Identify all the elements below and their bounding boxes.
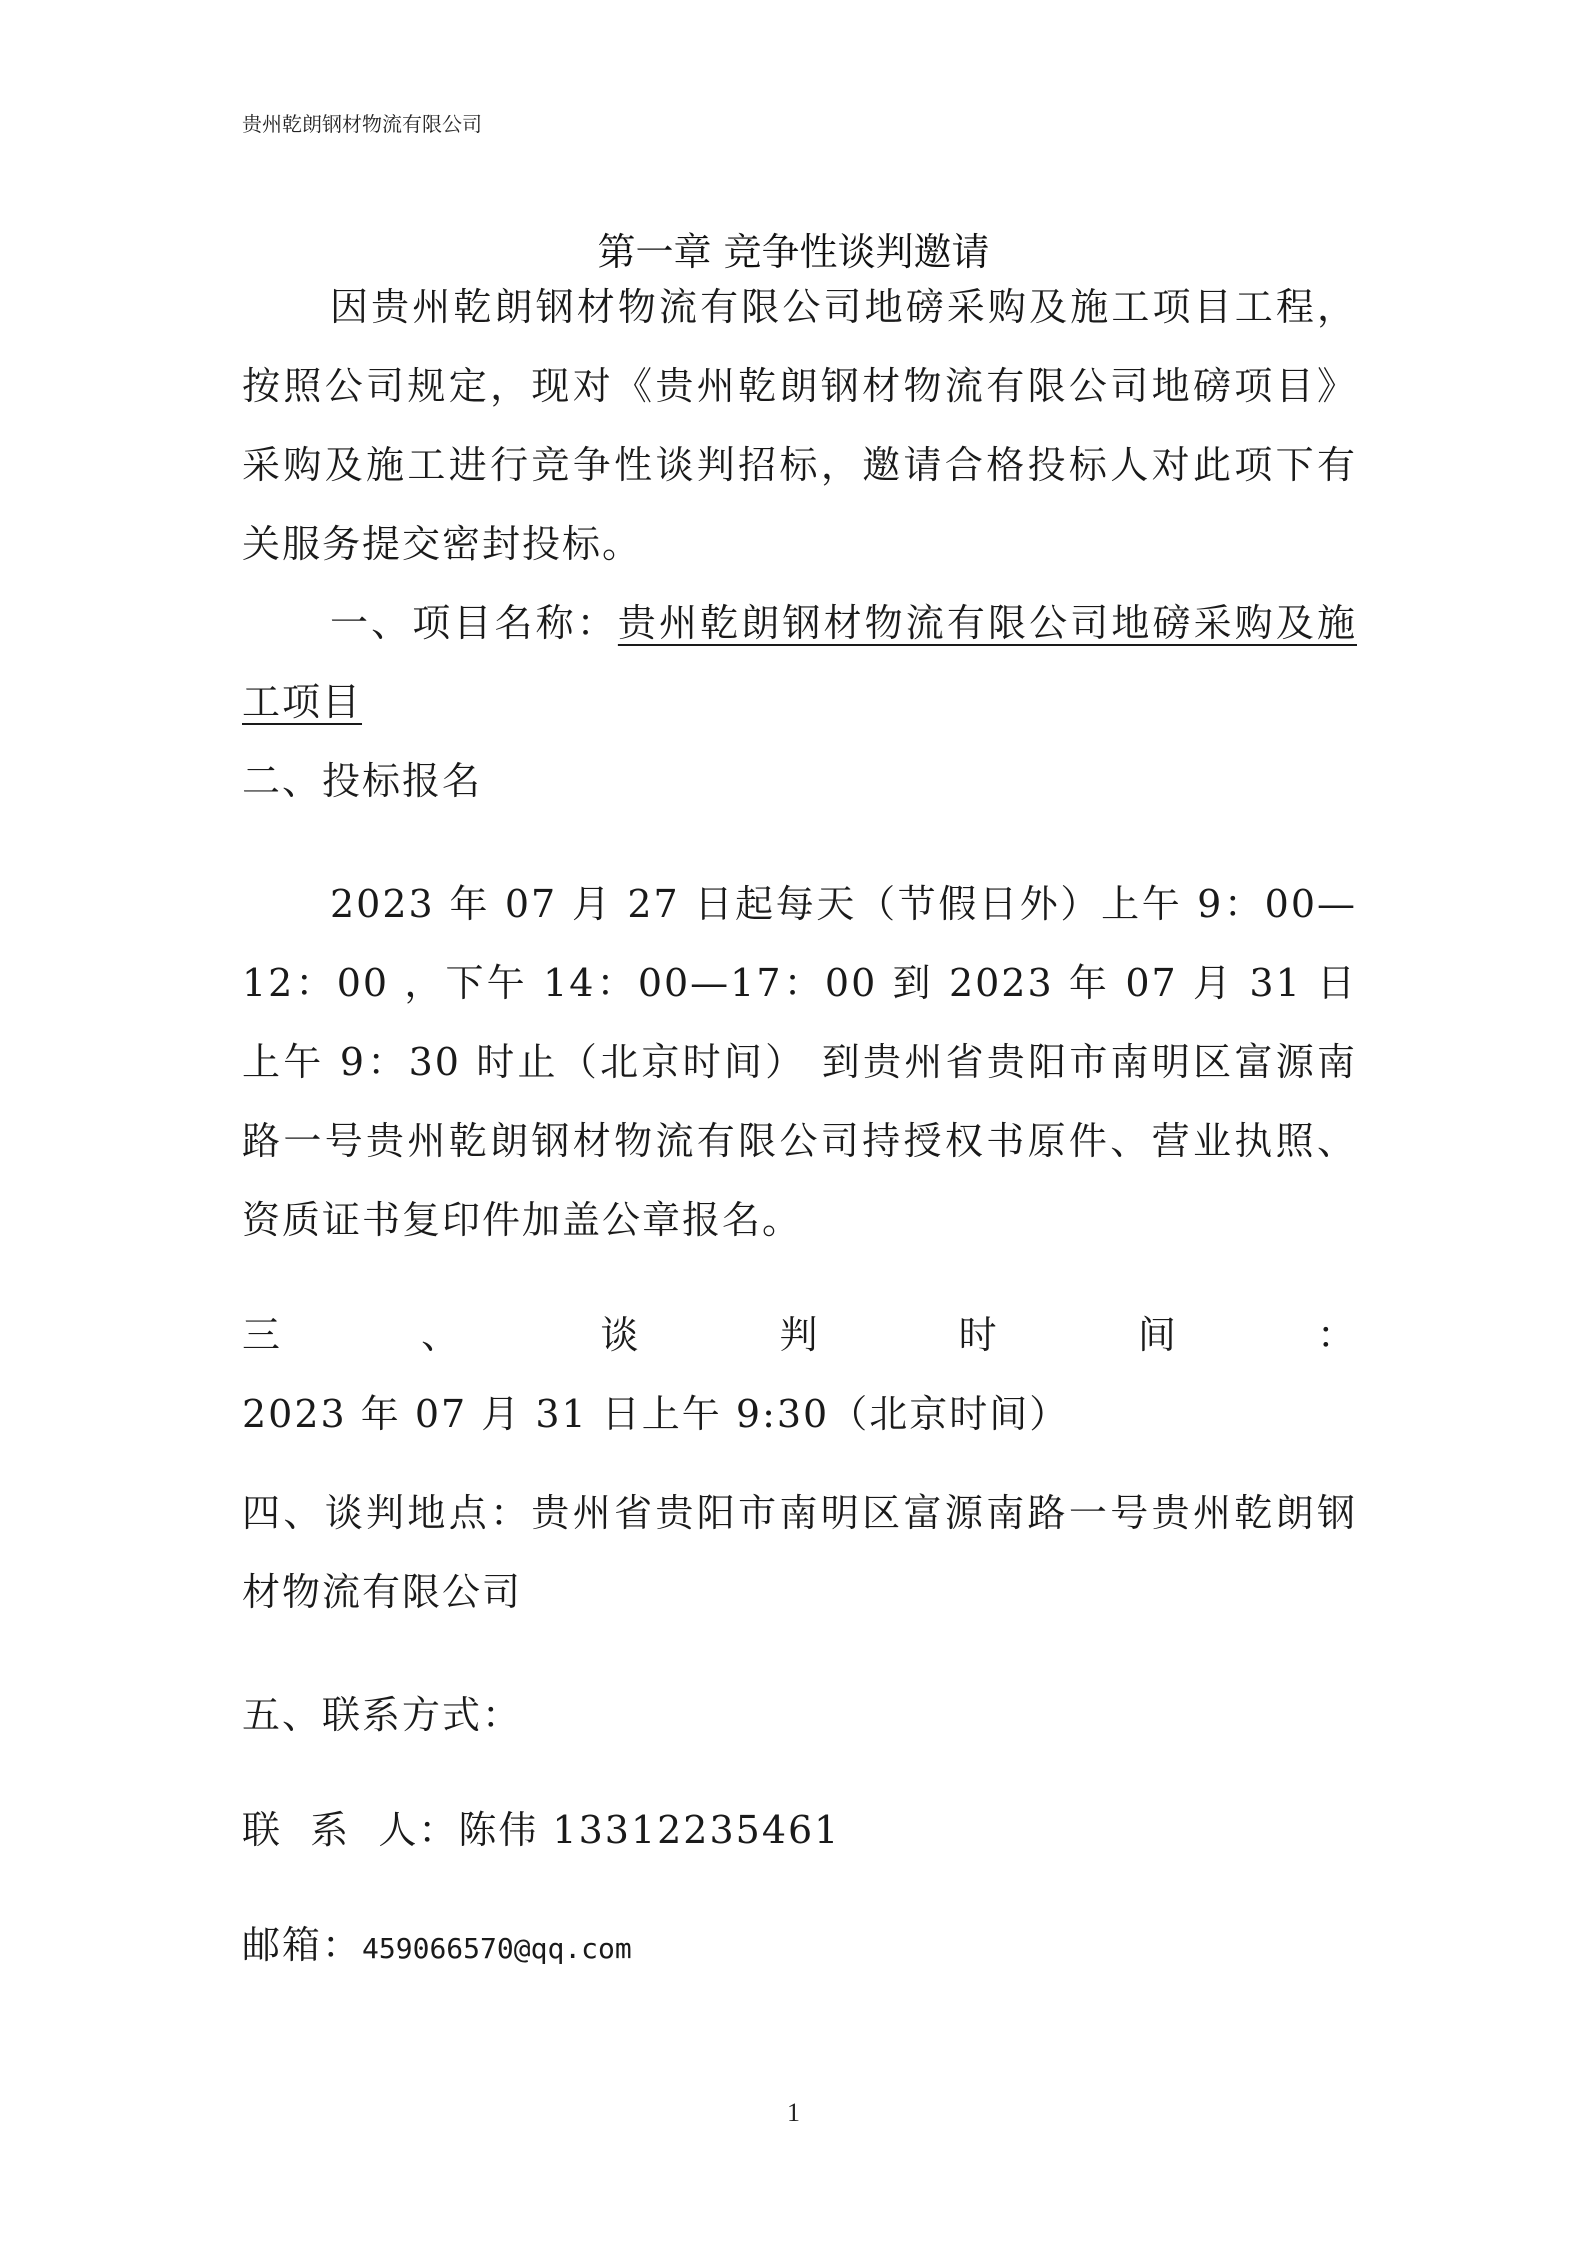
section-contact-heading: 五、联系方式： [242, 1693, 523, 1737]
section-negotiation-time [242, 1296, 1357, 1454]
negotiation-time-value: 2023 年 07 月 31 日上午 9:30（北京时间） [242, 1392, 1070, 1436]
project-name-value: 贵州乾朗钢材物流有限公司地磅采购及施工项目 [242, 601, 1357, 724]
negotiation-location-label: 四、谈判地点： [242, 1491, 532, 1535]
section-project-name [242, 584, 1357, 742]
page-number: 1 [787, 2098, 800, 2127]
intro-paragraph: 因贵州乾朗钢材物流有限公司地磅采购及施工项目工程，按照公司规定，现对《贵州乾朗钢材物流有限公司地磅项目》采购及施工进行竞争性谈判招标，邀请合格投标人对此项下有关服务提交密封投标。 [242, 285, 1357, 566]
chapter-title: 第一章 竞争性谈判邀请 [597, 230, 990, 275]
negotiation-time-label: 三、谈判时间： [242, 1313, 1357, 1357]
email-line [242, 1906, 1357, 1988]
email-value: 459066570@qq.com [362, 1932, 632, 1965]
section-registration-heading: 二、投标报名 [242, 759, 483, 803]
document-body [242, 268, 1357, 1988]
contact-person-label: 联 系 人： [242, 1808, 459, 1852]
section-negotiation-location [242, 1474, 1357, 1632]
contact-person-value: 陈伟 13312235461 [458, 1808, 841, 1852]
email-label: 邮箱： [242, 1923, 363, 1967]
contact-person-line [242, 1791, 1357, 1870]
header-company-name: 贵州乾朗钢材物流有限公司 [242, 112, 482, 136]
section-project-name-label: 一、项目名称： [330, 601, 618, 645]
registration-details: 2023 年 07 月 27 日起每天（节假日外）上午 9：00—12：00 ，下午 14：00—17：00 到 2023 年 07 月 31 日上午 9：30 时止（北京时间） 到贵州省贵阳市南明区富源南路一号贵州乾朗钢材物流有限公司持授权书原件、营业执照、资质证书复印件加盖公章报名。 [242, 882, 1357, 1242]
negotiation-location-value: 贵州省贵阳市南明区富源南路一号贵州乾朗钢材物流有限公司 [242, 1491, 1357, 1614]
